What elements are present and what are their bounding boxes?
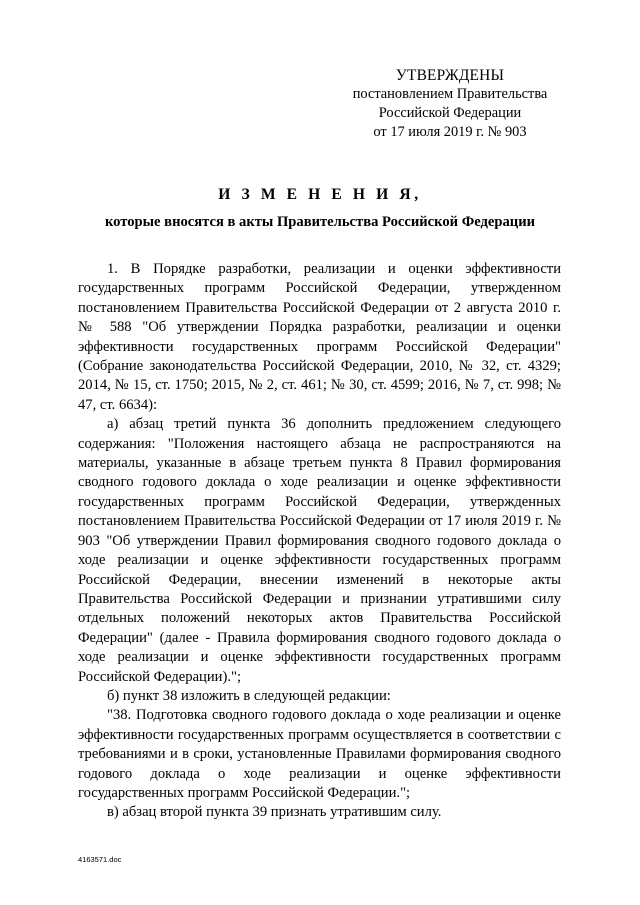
document-subtitle: которые вносятся в акты Правительства Российской Федерации bbox=[104, 214, 536, 230]
approval-title: УТВЕРЖДЕНЫ bbox=[395, 67, 505, 84]
approval-line-3: от 17 июля 2019 г. № 903 bbox=[373, 124, 527, 140]
document-body bbox=[78, 260, 561, 823]
paragraph-b: б) пункт 38 изложить в следующей редакции: bbox=[107, 687, 391, 704]
approval-stamp bbox=[345, 66, 555, 142]
document-title: И З М Е Н Е Н И Я, bbox=[218, 186, 422, 203]
paragraph-a: а) абзац третий пункта 36 дополнить предложением следующего содержания: "Положения настоящего абзаца не распространяются на материалы, указанные в абзаце третьем пункта 8 Правил формирования сводного годового доклада о ходе реализации и оценке эффективности государственных программ Российской Федерации, утвержденных постановлением Правительства Российской Федерации от 17 июля 2019 г. № 903 "Об утверждении Правил формирования сводного годового доклада о ходе реализации и оценке эффективности государственных программ Российской Федерации, внесении изменений в некоторые акты Правительства Российской Федерации и признании утратившими силу отдельных положений некоторых актов Правительства Российской Федерации" (далее - Правила формирования сводного годового доклада о ходе реализации и оценке эффективности государственных программ Российской Федерации)."; bbox=[78, 416, 561, 685]
approval-line-1: постановлением Правительства bbox=[352, 86, 548, 102]
paragraph-38: "38. Подготовка сводного годового доклада о ходе реализации и оценке эффективности государственных программ осуществляется в соответствии с требованиями и в сроки, установленные Правилами формирования сводного годового доклада о ходе реализации и оценке эффективности государственных программ Российской Федерации."; bbox=[78, 707, 561, 801]
paragraph-1: 1. В Порядке разработки, реализации и оценки эффективности государственных программ Российской Федерации, утвержденном постановлением Правительства Российской Федерации от 2 августа 2010 г. № 588 "Об утверждении Порядка разработки, реализации и оценки эффективности государственных программ Российской Федерации" (Собрание законодательства Российской Федерации, 2010, № 32, ст. 4329; 2014, № 15, ст. 1750; 2015, № 2, ст. 461; № 30, ст. 4599; 2016, № 7, ст. 998; № 47, ст. 6634): bbox=[78, 261, 561, 413]
paragraph-c: в) абзац второй пункта 39 признать утратившим силу. bbox=[107, 804, 442, 821]
approval-line-2: Российской Федерации bbox=[378, 105, 522, 121]
document-file-code: 4163571.doc bbox=[78, 855, 122, 864]
